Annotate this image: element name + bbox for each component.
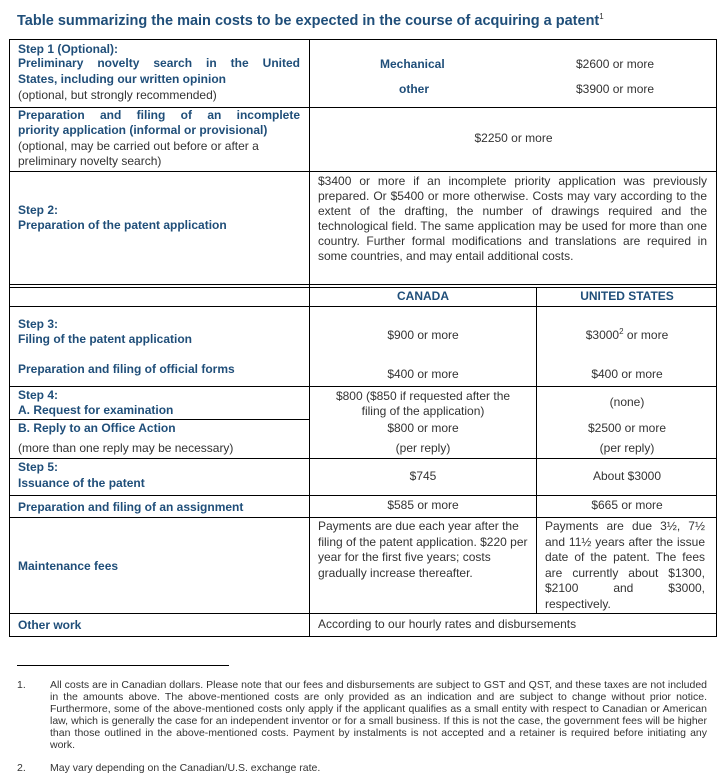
footnote-2-number: 2. <box>17 762 26 774</box>
step1-note: (optional, but strongly recommended) <box>18 88 217 102</box>
step2-heading: Step 2: <box>18 203 59 217</box>
step4-exam-us: (none) <box>609 395 645 409</box>
priority-note-line2: preliminary novelty search) <box>18 154 162 168</box>
row-divider <box>9 386 717 387</box>
step1-other-cost: $3900 or more <box>576 82 655 96</box>
row-divider <box>9 495 717 496</box>
step4-reply-us: $2500 or more <box>587 421 667 435</box>
step4-reply-canada-note: (per reply) <box>395 441 451 455</box>
step4-exam-canada-line1: $800 ($850 if requested after the <box>335 389 511 403</box>
step4-heading: Step 4: <box>18 388 59 402</box>
assignment-canada: $585 or more <box>387 498 459 512</box>
step4-exam-canada-line2: filing of the application) <box>361 404 485 418</box>
step4-reply-label: B. Reply to an Office Action <box>18 421 176 435</box>
step5-label: Issuance of the patent <box>18 476 145 490</box>
priority-label-line1: Preparation and filing of an incomplete <box>18 108 300 122</box>
step3-filing-us: $3000$^2$ or more <box>585 327 669 342</box>
step3-filing-label: Filing of the patent application <box>18 332 192 346</box>
priority-cost: $2250 or more <box>474 131 553 145</box>
step3-filing-canada: $900 or more <box>387 328 459 342</box>
step4-reply-canada: $800 or more <box>387 421 459 435</box>
step3-heading: Step 3: <box>18 317 59 331</box>
step3-forms-canada: $400 or more <box>387 367 459 381</box>
step4-reply-note: (more than one reply may be necessary) <box>18 441 234 455</box>
assignment-us: $665 or more <box>591 498 663 512</box>
row-divider <box>9 287 717 288</box>
row-divider <box>9 458 717 459</box>
step4-exam-label: A. Request for examination <box>18 403 174 417</box>
priority-note-line1: (optional, may be carried out before or after a <box>18 139 259 153</box>
footnote-ref-2: 2 <box>619 327 624 336</box>
step1-heading: Step 1 (Optional): <box>18 42 118 56</box>
step2-label: Preparation of the patent application <box>18 218 227 232</box>
step1-mechanical-label: Mechanical <box>380 57 445 71</box>
row-divider <box>9 517 717 518</box>
maintenance-canada: Payments are due each year after the filing of the patent application. $220 per year for the first five years; costs gradually increase thereafter. <box>318 519 528 580</box>
row-divider <box>9 284 717 285</box>
row-divider <box>9 306 717 307</box>
step1-label-line1: Preliminary novelty search in the United <box>18 56 300 70</box>
row-divider <box>9 613 717 614</box>
step5-heading: Step 5: <box>18 460 59 474</box>
column-header-canada: CANADA <box>397 289 449 303</box>
footnote-separator <box>17 665 229 666</box>
other-work-value: According to our hourly rates and disbursements <box>318 617 577 631</box>
step1-mechanical-cost: $2600 or more <box>576 57 655 71</box>
step2-description: $3400 or more if an incomplete priority application was previously prepared. Or $5400 or more otherwise. Costs may vary according to the extent of the drafting, the number of drawings required and the technological field. The same application may be used for more than one country. Further formal modifications and translations are required in some countries, and may entail additional costs. <box>318 174 707 263</box>
maintenance-us: Payments are due 3½, 7½ and 11½ years after the issue date of the patent. The fees are currently about $1300, $2100 and $3000, respectively. <box>545 519 705 611</box>
row-divider <box>9 419 309 420</box>
step5-us: About $3000 <box>592 469 662 483</box>
step3-forms-label: Preparation and filing of official forms <box>18 362 235 376</box>
step1-other-label: other <box>399 82 429 96</box>
step4-reply-us-note: (per reply) <box>599 441 655 455</box>
maintenance-label: Maintenance fees <box>18 559 119 573</box>
title-footnote-ref: 1 <box>599 12 604 22</box>
footnote-1-number: 1. <box>17 679 26 691</box>
priority-label-line2: priority application (informal or provisional) <box>18 123 268 137</box>
step5-canada: $745 <box>409 469 437 483</box>
column-header-us: UNITED STATES <box>580 289 674 303</box>
assignment-label: Preparation and filing of an assignment <box>18 500 244 514</box>
step1-label-line2: States, including our written opinion <box>18 72 226 86</box>
other-work-label: Other work <box>18 618 82 632</box>
row-divider <box>9 171 717 172</box>
page-title: Table summarizing the main costs to be expected in the course of acquiring a patent$^1$ <box>17 12 604 29</box>
footnote-2-text: May vary depending on the Canadian/U.S. exchange rate. <box>50 762 321 774</box>
footnote-1-text: All costs are in Canadian dollars. Please note that our fees and disbursements are subject to GST and QST, and these taxes are not included in the amounts above. The above-mentioned costs are only provided as an indication and are subject to change without prior notice. Furthermore, some of the above-mentioned costs only apply if the applicant qualifies as a small entity with respect to Canadian or American law, which is generally the case for an independent inventor or for a small business. If this is not the case, the government fees will be higher than those outlined in the above-mentioned costs. Payment by instalments is not accepted and a retainer is required before initiating any work. <box>50 679 707 751</box>
step3-forms-us: $400 or more <box>591 367 663 381</box>
